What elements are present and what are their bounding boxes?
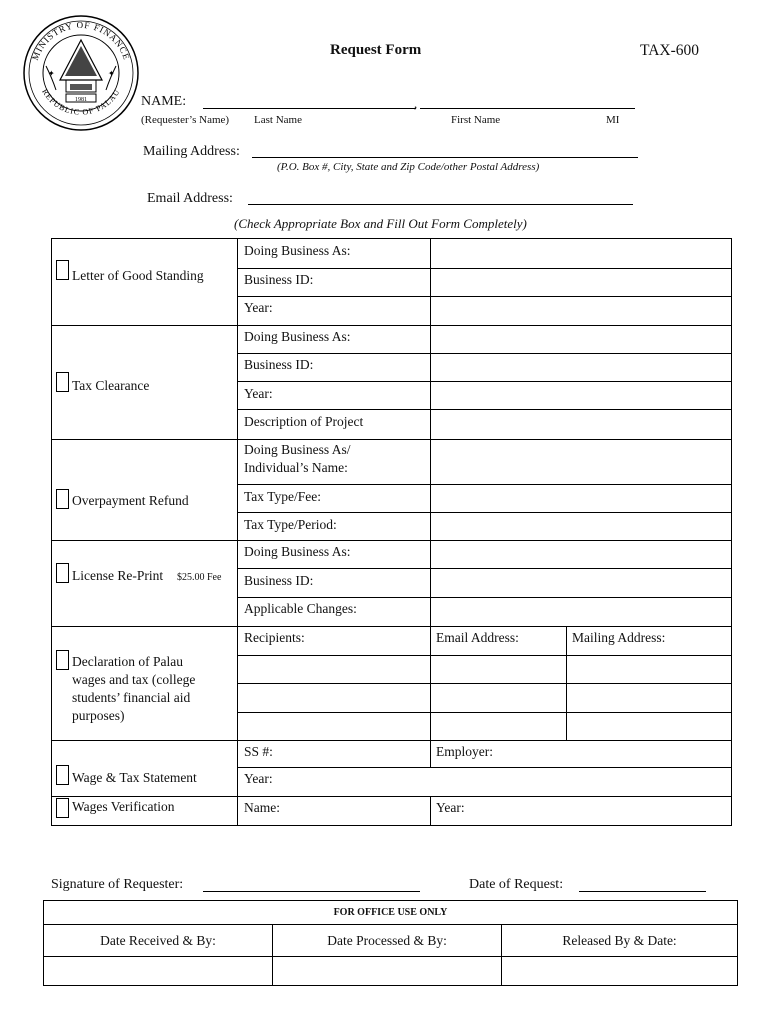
email-label: Email Address: [147,191,233,206]
svg-text:MINISTRY OF FINANCE: MINISTRY OF FINANCE [29,19,133,62]
field-label: Applicable Changes: [244,601,357,616]
office-title: FOR OFFICE USE ONLY [44,901,738,925]
column-header-recipients: Recipients: [244,630,305,645]
license-fee: $25.00 Fee [177,572,222,583]
wage-statement-label: Wage & Tax Statement [72,770,197,785]
field-label: Business ID: [244,573,314,588]
first-name-field[interactable] [420,108,635,109]
office-cell-processed[interactable] [273,957,502,986]
tax-clearance-checkbox[interactable] [56,372,69,392]
overpayment-label: Overpayment Refund [72,493,189,508]
office-col-received: Date Received & By: [44,925,273,957]
good-standing-label: Letter of Good Standing [72,268,204,283]
wage-statement-checkbox[interactable] [56,765,69,785]
date-of-request-field[interactable] [579,891,706,892]
field-label: Year: [244,771,273,786]
name-comma: , [414,96,418,111]
svg-text:✦: ✦ [108,69,115,78]
declaration-label-line: Declaration of Palau [72,654,183,669]
field-label: Year: [436,800,465,815]
tax-clearance-label: Tax Clearance [72,378,150,393]
declaration-label-line: wages and tax (college [72,672,196,687]
svg-text:✦: ✦ [48,69,55,78]
field-label: Doing Business As/ [244,442,351,457]
form-title: Request Form [330,42,422,58]
name-label: NAME: [141,94,187,109]
good-standing-checkbox[interactable] [56,260,69,280]
svg-text:1981: 1981 [75,97,87,103]
license-checkbox[interactable] [56,563,69,583]
mi-caption: MI [606,114,620,126]
email-field[interactable] [248,204,633,205]
office-col-processed: Date Processed & By: [273,925,502,957]
ministry-seal [22,14,140,132]
office-cell-received[interactable] [44,957,273,986]
declaration-label-line: students’ financial aid [72,690,191,705]
field-label: Tax Type/Period: [244,517,337,532]
field-label: Doing Business As: [244,243,351,258]
last-name-field[interactable] [203,108,416,109]
field-label: Employer: [436,744,493,759]
last-name-caption: Last Name [254,114,302,126]
license-label: License Re-Print [72,568,164,583]
instructions: (Check Appropriate Box and Fill Out Form Completely) [234,216,527,231]
overpayment-checkbox[interactable] [56,489,69,509]
field-label: Tax Type/Fee: [244,489,321,504]
mailing-label: Mailing Address: [143,144,240,159]
signature-field[interactable] [203,891,420,892]
wages-verification-label: Wages Verification [72,799,175,814]
form-code: TAX-600 [640,42,700,59]
field-label: Business ID: [244,357,314,372]
column-header-email: Email Address: [436,630,519,645]
declaration-checkbox[interactable] [56,650,69,670]
field-label: Description of Project [244,414,364,429]
signature-label: Signature of Requester: [51,877,184,892]
column-header-mailing: Mailing Address: [572,630,666,645]
field-label: Doing Business As: [244,544,351,559]
date-of-request-label: Date of Request: [469,877,564,892]
field-label: Doing Business As: [244,329,351,344]
office-use-table [43,900,738,986]
declaration-label-line: purposes) [72,708,125,723]
office-cell-released[interactable] [502,957,738,986]
field-label: Name: [244,800,280,815]
svg-text:REPUBLIC OF PALAU: REPUBLIC OF PALAU [40,87,122,117]
field-label: Year: [244,300,273,315]
field-label: Individual’s Name: [244,460,348,475]
mailing-field[interactable] [252,157,638,158]
wages-verification-checkbox[interactable] [56,798,69,818]
office-col-released: Released By & Date: [502,925,738,957]
name-hint: (Requester’s Name) [141,114,230,126]
field-label: Year: [244,386,273,401]
field-label: SS #: [244,744,273,759]
mailing-hint: (P.O. Box #, City, State and Zip Code/other Postal Address) [277,161,540,173]
field-label: Business ID: [244,272,314,287]
first-name-caption: First Name [451,114,501,126]
